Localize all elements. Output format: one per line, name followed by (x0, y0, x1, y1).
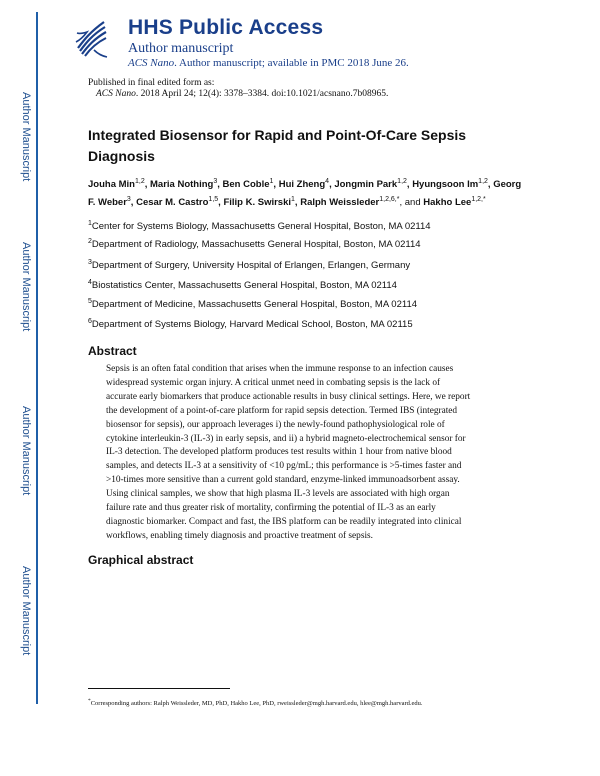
corresponding-authors-footnote (88, 698, 423, 707)
abstract-line: Sepsis is an often fatal condition that arises when the immune response to an infection causes (106, 364, 454, 374)
affiliation-line (88, 318, 413, 330)
author-separator: , (406, 179, 413, 191)
affiliation-text: Biostatistics Center, Massachusetts General Hospital, Boston, MA 02114 (91, 280, 397, 292)
affiliation-number: 6 (88, 318, 92, 325)
affiliation-line (88, 238, 421, 250)
affiliation-text: Center for Systems Biology, Massachusetts General Hospital, Boston, MA 02114 (91, 221, 431, 233)
affiliation-text: Department of Systems Biology, Harvard Medical School, Boston, MA 02115 (91, 319, 413, 331)
abstract-line: cytokine interleukin-3 (IL-3) in early sepsis, and ii) a hybrid magneto-electrochemical sensor for (106, 433, 466, 444)
author-name: Cesar M. Castro (136, 197, 209, 209)
graphical-abstract-heading: Graphical abstract (88, 553, 194, 567)
abstract-line: accurate early biomarkers that produce actionable results in busy clinical settings. Here, we report (106, 391, 471, 402)
author-affil-sup: 3 (126, 196, 131, 204)
author-manuscript-label: Author manuscript (128, 41, 234, 56)
author-name: Ralph Weissleder (300, 197, 380, 209)
abstract-line: the development of a point-of-care platform for rapid sepsis detection. Termed IBS (integrated (106, 405, 458, 416)
sidebar-label-author-manuscript: Author Manuscript (20, 242, 32, 332)
published-label: Published in final edited form as: (88, 78, 215, 88)
author-name: Jouha Min (88, 179, 135, 191)
abstract-line: workflows, enabling timely diagnosis and proactive treatment of sepsis. (106, 530, 373, 541)
footnote-marker: * (88, 698, 91, 704)
hhs-eagle-logo-icon (74, 18, 110, 60)
citation (96, 89, 388, 99)
affiliation-number: 1 (88, 220, 92, 227)
author-name: Georg F. Weber (88, 179, 522, 209)
availability-text: . Author manuscript; available in PMC 2018 June 26. (174, 57, 409, 69)
author-separator: , (217, 179, 223, 191)
affiliation-line (88, 259, 410, 271)
sidebar-label-author-manuscript: Author Manuscript (20, 406, 32, 496)
author-separator: , (144, 179, 150, 191)
author-affil-sup: 1 (291, 196, 295, 204)
author-name: Jongmin Park (334, 179, 398, 191)
author-affil-sup: 4 (325, 178, 330, 185)
author-list (88, 174, 528, 210)
author-affil-sup: 1,2,* (471, 196, 486, 204)
author-separator: , and (399, 197, 424, 209)
author-name: Filip K. Swirski (223, 197, 292, 209)
affiliation-line (88, 220, 431, 232)
author-separator: , (329, 179, 335, 191)
author-affil-sup: 1,2 (397, 178, 407, 185)
hhs-public-access-title: HHS Public Access (128, 16, 324, 39)
author-separator: , (218, 197, 224, 209)
abstract-line: biosensor for sepsis), our approach leverages i) the newly-found pathophysiological role of (106, 419, 445, 430)
abstract-line: widespread systemic organ injury. A critical unmet need in combating sepsis is the lack of (106, 377, 441, 388)
author-name: Hakho Lee (423, 197, 472, 209)
author-affil-sup: 1,2 (134, 178, 145, 185)
affiliation-text: Department of Medicine, Massachusetts General Hospital, Boston, MA 02114 (91, 299, 418, 311)
author-separator: , (130, 197, 137, 209)
citation-details: . 2018 April 24; 12(4): 3378–3384. doi:10.1021/acsnano.7b08965. (135, 89, 389, 99)
author-separator: , (487, 179, 494, 191)
abstract-line: failure rate and thus greater risk of mortality, confirming the potential of IL-3 as an early (106, 503, 436, 514)
sidebar-label-author-manuscript: Author Manuscript (20, 92, 32, 182)
abstract-line: diagnostic biomarker. Compact and fast, the IBS platform can be readily integrated into clinical (106, 516, 462, 527)
author-affil-sup: 1,5 (208, 196, 219, 204)
affiliation-line (88, 298, 417, 310)
paper-title: Integrated Biosensor for Rapid and Point-Of-Care Sepsis Diagnosis (88, 127, 467, 164)
abstract-line: >10-times more sensitive than a current gold standard, enzyme-linked immunoadsorbent assay. (106, 475, 460, 486)
sidebar-label-author-manuscript: Author Manuscript (20, 566, 32, 656)
author-separator: , (294, 197, 301, 209)
affiliation-text: Department of Surgery, University Hospital of Erlangen, Erlangen, Germany (91, 260, 411, 272)
sidebar-rule (36, 12, 38, 704)
abstract-line: IL-3 detection. The developed platform produces test results within 1 hour from native blood (106, 447, 452, 458)
citation-journal: ACS Nano (96, 89, 136, 99)
affiliation-number: 2 (88, 238, 92, 245)
author-name: Maria Nothing (150, 179, 214, 191)
affiliation-number: 3 (88, 259, 92, 266)
footnote-rule (88, 688, 230, 689)
affiliation-number: 5 (88, 298, 92, 305)
author-name: Hyungsoon Im (412, 179, 479, 191)
abstract-line: Using clinical samples, we show that high plasma IL-3 levels are associated with high organ (106, 489, 450, 500)
journal-name: ACS Nano (128, 57, 175, 69)
affiliation-number: 4 (88, 279, 92, 286)
author-affil-sup: 1 (269, 178, 274, 185)
availability-line (128, 57, 409, 69)
author-affil-sup: 3 (213, 178, 218, 185)
affiliation-text: Department of Radiology, Massachusetts General Hospital, Boston, MA 02114 (91, 239, 421, 251)
abstract-heading: Abstract (88, 344, 137, 358)
author-separator: , (273, 179, 279, 191)
author-name: Ben Coble (222, 179, 270, 191)
author-affil-sup: 1,2,6,* (379, 196, 400, 204)
affiliation-line (88, 279, 397, 291)
abstract-body (106, 363, 514, 544)
author-affil-sup: 1,2 (478, 178, 488, 185)
author-name: Hui Zheng (278, 179, 326, 191)
abstract-line: samples, and detects IL-3 at a sensitivity of <10 pg/mL; this performance is >5-times faster and (106, 461, 462, 472)
footnote-text: Corresponding authors: Ralph Weissleder, MD, PhD, Hakho Lee, PhD, rweissleder@mgh.harvard.edu, hlee@mgh.harvard.edu. (90, 700, 423, 708)
